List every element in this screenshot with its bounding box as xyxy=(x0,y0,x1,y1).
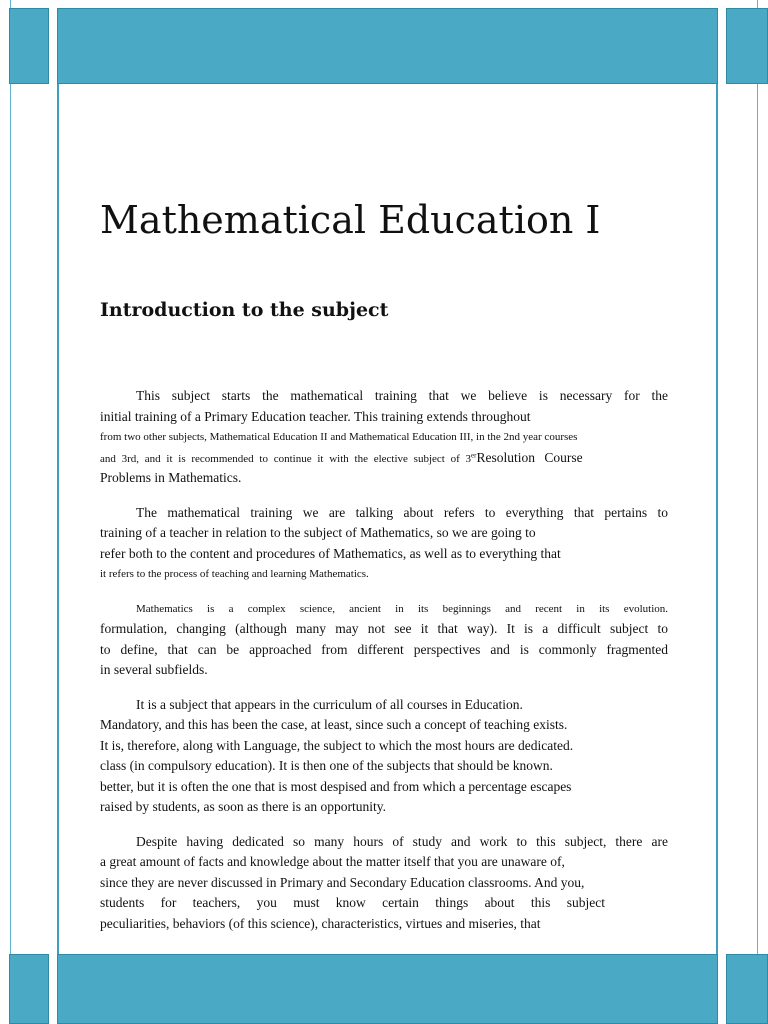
text-line: This subject starts the mathematical training that we believe is necessary for the xyxy=(136,388,668,403)
document-title: Mathematical Education I xyxy=(100,198,601,242)
text-line: Despite having dedicated so many hours of study and work to this subject, there are xyxy=(136,833,668,849)
text-line: refer both to the content and procedures of Mathematics, as well as to everything that xyxy=(100,545,561,561)
text-line: It is a subject that appears in the curriculum of all courses in Education. xyxy=(136,696,523,712)
text-line: it refers to the process of teaching and learning Mathematics. xyxy=(100,568,369,580)
right-outer-line xyxy=(757,0,758,1024)
text-line: raised by students, as soon as there is an opportunity. xyxy=(100,799,386,814)
paragraph-4 xyxy=(100,695,668,818)
paragraph-2 xyxy=(100,503,668,585)
text-line: students for teachers, you must know certain things about this subject xyxy=(100,895,605,910)
text-line: Problems in Mathematics. xyxy=(100,470,242,485)
text-line: initial training of a Primary Education teacher. This training extends throughout xyxy=(100,408,531,424)
text-line: from two other subjects, Mathematical Education II and Mathematical Education III, in the 2nd year courses xyxy=(100,431,578,443)
paragraph-3 xyxy=(100,599,668,681)
text-segment: Resolution Course xyxy=(476,449,583,465)
text-line: It is, therefore, along with Language, the subject to which the most hours are dedicated. xyxy=(100,737,574,753)
text-line-with-superscript xyxy=(100,448,668,469)
text-line: a great amount of facts and knowledge about the matter itself that you are unaware of, xyxy=(100,854,565,869)
text-line: formulation, changing (although many may not see it that way). It is a difficult subject to xyxy=(100,621,668,636)
text-line: The mathematical training we are talking about refers to everything that pertains to xyxy=(136,504,668,520)
top-left-band xyxy=(9,8,49,84)
text-segment: and 3rd, and it is recommended to continue it with the elective subject of 3 xyxy=(100,452,471,465)
text-line: class (in compulsory education). It is then one of the subjects that should be known. xyxy=(100,758,553,773)
text-line: in several subfields. xyxy=(100,662,208,677)
bottom-left-band xyxy=(9,954,49,1024)
bottom-right-band xyxy=(726,954,768,1024)
text-line: better, but it is often the one that is most despised and from which a percentage escapes xyxy=(100,778,572,794)
superscript: er xyxy=(471,450,477,459)
header-band xyxy=(57,8,718,84)
paragraph-5 xyxy=(100,832,668,935)
text-line: Mandatory, and this has been the case, at least, since such a concept of teaching exists. xyxy=(100,717,568,732)
text-line: to define, that can be approached from different perspectives and is commonly fragmented xyxy=(100,641,668,657)
footer-band xyxy=(57,954,718,1024)
text-line: training of a teacher in relation to the subject of Mathematics, so we are going to xyxy=(100,525,536,540)
text-line: Mathematics is a complex science, ancient in its beginnings and recent in its evolution. xyxy=(136,602,668,615)
text-line: peculiarities, behaviors (of this science), characteristics, virtues and miseries, that xyxy=(100,915,541,931)
text-line: since they are never discussed in Primary and Secondary Education classrooms. And you, xyxy=(100,874,585,890)
document-body xyxy=(100,386,668,946)
paragraph-1 xyxy=(100,386,668,489)
left-outer-line xyxy=(10,0,11,1024)
top-right-band xyxy=(726,8,768,84)
document-subtitle: Introduction to the subject xyxy=(100,299,389,321)
